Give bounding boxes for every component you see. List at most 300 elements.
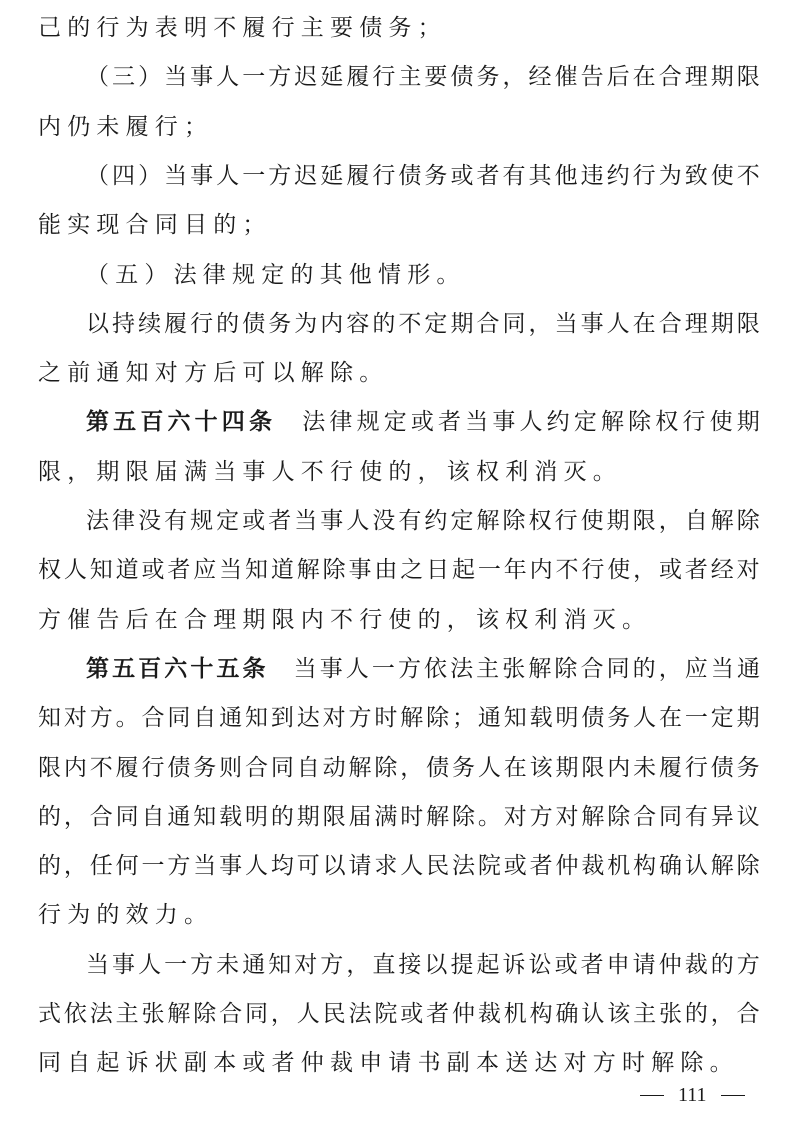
glyph: 后 (606, 64, 630, 91)
glyph: 理 (684, 64, 708, 91)
glyph: 或 (400, 1001, 424, 1027)
glyph: 使 (710, 162, 734, 189)
text-line (86, 398, 760, 446)
glyph: 一 (371, 655, 395, 682)
glyph: 裁 (684, 951, 708, 978)
text-line (38, 694, 760, 742)
glyph: 一 (242, 64, 266, 91)
text-line (86, 645, 760, 693)
glyph: 以 (86, 310, 109, 337)
glyph: 五 (216, 654, 240, 682)
glyph: 以 (424, 951, 448, 978)
glyph: 合 (141, 705, 165, 732)
text-line (86, 497, 760, 545)
glyph: 依 (424, 655, 448, 682)
footer-dash-right (721, 1095, 745, 1096)
glyph: 合 (245, 754, 268, 781)
glyph: 通 (477, 705, 501, 732)
glyph: 合 (580, 655, 604, 682)
glyph: 除 (607, 803, 631, 830)
glyph: 限 (736, 64, 760, 91)
glyph: ） (138, 162, 162, 189)
glyph: 异 (710, 803, 734, 830)
glyph: 人 (400, 853, 424, 880)
glyph: 同 (167, 705, 191, 732)
glyph: 方 (190, 951, 214, 978)
glyph: 定 (424, 310, 448, 337)
glyph: 同 (659, 803, 682, 830)
glyph: 合 (219, 1001, 243, 1027)
glyph: 人 (216, 64, 240, 91)
glyph: 通 (242, 951, 266, 978)
glyph: 有 (502, 162, 526, 189)
glyph: 之 (400, 557, 424, 584)
text-line (38, 448, 760, 496)
glyph: 迟 (294, 64, 318, 91)
glyph: 约 (424, 508, 448, 534)
glyph: 期 (450, 310, 474, 337)
glyph: 一 (477, 557, 501, 584)
glyph: ， (63, 853, 87, 880)
text-line (38, 744, 760, 792)
glyph: 律 (329, 409, 353, 436)
glyph: 对 (503, 803, 527, 830)
glyph: 人 (346, 508, 370, 534)
glyph: 方 (320, 951, 344, 978)
glyph: 或 (554, 951, 578, 978)
glyph: （ (86, 162, 109, 189)
glyph: 议 (736, 803, 760, 830)
glyph: 期 (710, 310, 734, 337)
glyph: 权 (38, 557, 61, 584)
page-number: 111 (678, 1084, 707, 1106)
line-text: 之前通知对方后可以解除。 (38, 360, 389, 387)
glyph: 务 (424, 162, 448, 189)
glyph: 动 (322, 754, 346, 781)
glyph: 方 (397, 655, 421, 682)
glyph: 道 (270, 557, 294, 584)
glyph: 院 (477, 853, 501, 880)
glyph: 务 (607, 705, 631, 732)
glyph: 权 (655, 409, 679, 436)
glyph: 方 (268, 162, 292, 189)
glyph: 除 (426, 705, 450, 732)
glyph: 者 (684, 557, 708, 584)
glyph: 定 (383, 409, 407, 436)
glyph: 当 (164, 162, 188, 189)
glyph: 规 (190, 508, 214, 534)
glyph: 使 (580, 508, 604, 534)
glyph: 起 (452, 557, 475, 584)
glyph: 构 (529, 1001, 553, 1027)
glyph: 内 (63, 754, 87, 781)
text-line (38, 546, 760, 594)
glyph: 为 (658, 162, 682, 189)
glyph: 的 (216, 310, 240, 337)
glyph: 同 (606, 655, 630, 682)
glyph: 者 (529, 853, 553, 880)
glyph: 自 (193, 705, 217, 732)
glyph: 者 (580, 951, 604, 978)
text-line (38, 891, 760, 939)
glyph: 告 (580, 64, 604, 91)
glyph: 六 (167, 408, 191, 436)
glyph: 行 (372, 162, 396, 189)
glyph: 第 (86, 408, 109, 436)
glyph: 定 (573, 409, 597, 436)
glyph: 要 (424, 64, 448, 91)
glyph: 限 (581, 754, 605, 781)
line-text: 己的行为表明不履行主要债务； (38, 15, 447, 41)
glyph: 履 (659, 754, 682, 781)
glyph: 期 (710, 64, 734, 91)
glyph: 张 (659, 1001, 682, 1027)
glyph: 认 (684, 853, 708, 880)
glyph: 求 (374, 853, 398, 880)
glyph: 或 (450, 162, 474, 189)
glyph: 的 (710, 951, 734, 978)
glyph: 期 (736, 705, 760, 732)
glyph: 方 (348, 705, 372, 732)
glyph: 除 (193, 1001, 217, 1027)
heading-gap (269, 645, 291, 693)
glyph: 解 (528, 655, 552, 682)
glyph: 讼 (528, 951, 552, 978)
glyph: 人 (477, 754, 501, 781)
glyph: 未 (633, 754, 657, 781)
glyph: 六 (164, 654, 188, 682)
glyph: 有 (164, 508, 188, 534)
glyph: 或 (242, 508, 266, 534)
glyph: 债 (398, 162, 422, 189)
glyph: 定 (710, 705, 734, 732)
glyph: 限 (632, 508, 656, 534)
glyph: 履 (346, 64, 370, 91)
glyph: 内 (320, 310, 344, 337)
glyph: 载 (219, 803, 243, 830)
glyph: 通 (219, 705, 243, 732)
glyph: 该 (529, 754, 553, 781)
glyph: ， (270, 1001, 294, 1027)
glyph: 知 (193, 803, 217, 830)
glyph: 仲 (658, 951, 682, 978)
glyph: 院 (374, 1001, 398, 1027)
glyph: 日 (426, 557, 450, 584)
glyph: 接 (398, 951, 422, 978)
glyph: 满 (374, 803, 398, 830)
glyph: 则 (219, 754, 243, 781)
glyph: 确 (659, 853, 682, 880)
text-line (38, 103, 760, 151)
glyph: 以 (322, 853, 346, 880)
glyph: 应 (684, 655, 708, 682)
glyph: 达 (296, 705, 320, 732)
glyph: 者 (167, 557, 191, 584)
glyph: 当 (294, 508, 318, 534)
glyph: 请 (348, 853, 372, 880)
glyph: 届 (348, 803, 372, 830)
glyph: 除 (554, 655, 578, 682)
glyph: 约 (546, 409, 570, 436)
glyph: 的 (372, 310, 396, 337)
glyph: 时 (374, 705, 398, 732)
glyph: 务 (193, 754, 217, 781)
glyph: 权 (528, 508, 552, 534)
glyph: 事 (112, 951, 136, 978)
glyph: 十 (190, 654, 214, 682)
glyph: 人 (345, 655, 369, 682)
glyph: ， (400, 754, 424, 781)
glyph: 使 (607, 557, 631, 584)
glyph: 解 (348, 754, 372, 781)
text-line (86, 152, 760, 200)
glyph: 内 (607, 754, 631, 781)
glyph: 一 (684, 705, 708, 732)
glyph: 事 (320, 508, 344, 534)
glyph: 定 (450, 508, 474, 534)
glyph: 裁 (477, 1001, 501, 1027)
glyph: 法 (348, 1001, 372, 1027)
glyph: 务 (452, 754, 475, 781)
glyph: 法 (450, 655, 474, 682)
glyph: 同 (115, 803, 139, 830)
glyph: ， (633, 557, 657, 584)
glyph: 合 (658, 64, 682, 91)
text-line (86, 941, 760, 989)
glyph: 直 (372, 951, 396, 978)
glyph: 务 (476, 64, 500, 91)
glyph: 合 (633, 803, 657, 830)
glyph: 除 (736, 853, 760, 880)
glyph: 律 (112, 508, 136, 534)
glyph: 知 (89, 557, 113, 584)
glyph: ， (63, 803, 87, 830)
glyph: 解 (600, 409, 624, 436)
glyph: 期 (296, 803, 320, 830)
text-line (38, 201, 760, 249)
footer-dash-left (640, 1095, 664, 1096)
glyph: 经 (528, 64, 552, 91)
glyph: 规 (356, 409, 380, 436)
glyph: 对 (736, 557, 760, 584)
glyph: 的 (38, 803, 61, 830)
glyph: 事 (219, 853, 243, 880)
glyph: 到 (270, 705, 294, 732)
glyph: （ (86, 64, 109, 91)
glyph: 合 (736, 1001, 760, 1027)
glyph: 不 (736, 162, 760, 189)
glyph: 在 (632, 310, 656, 337)
glyph: 债 (581, 705, 605, 732)
glyph: 没 (138, 508, 162, 534)
glyph: 时 (400, 803, 424, 830)
glyph: ， (346, 951, 370, 978)
glyph: 年 (503, 557, 527, 584)
glyph: 有 (684, 803, 708, 830)
glyph: 由 (374, 557, 398, 584)
glyph: 对 (555, 803, 579, 830)
glyph: 行 (554, 508, 578, 534)
glyph: 同 (270, 754, 294, 781)
text-line (38, 349, 760, 397)
glyph: 四 (112, 162, 136, 189)
glyph: 式 (38, 1001, 61, 1027)
glyph: 在 (503, 754, 527, 781)
glyph: 为 (294, 310, 318, 337)
glyph: 张 (141, 1001, 165, 1027)
glyph: 明 (245, 803, 268, 830)
glyph: 行 (632, 162, 656, 189)
glyph: 持 (112, 310, 136, 337)
glyph: 通 (167, 803, 191, 830)
glyph: 通 (736, 655, 760, 682)
glyph: 事 (580, 310, 604, 337)
text-line (86, 53, 760, 101)
glyph: 主 (398, 64, 422, 91)
glyph: 的 (38, 853, 61, 880)
glyph: 其 (528, 162, 552, 189)
glyph: 解 (400, 705, 424, 732)
glyph: 事 (319, 655, 343, 682)
glyph: 履 (346, 162, 370, 189)
glyph: 的 (270, 803, 294, 830)
glyph: 解 (710, 508, 734, 534)
glyph: 主 (115, 1001, 139, 1027)
glyph: 该 (607, 1001, 631, 1027)
glyph: 合 (89, 803, 113, 830)
glyph: ， (710, 1001, 734, 1027)
glyph: 当 (465, 409, 489, 436)
glyph: 何 (115, 853, 139, 880)
glyph: 载 (529, 705, 553, 732)
glyph: 自 (296, 754, 320, 781)
text-line (86, 251, 760, 299)
glyph: 同 (502, 310, 526, 337)
heading-gap (276, 398, 298, 446)
glyph: 行 (372, 64, 396, 91)
line-text: （五）法律规定的其他情形。 (86, 261, 466, 288)
glyph: 者 (426, 1001, 450, 1027)
glyph: 依 (63, 1001, 87, 1027)
glyph: 十 (194, 408, 218, 436)
glyph: 方 (736, 951, 760, 978)
line-text: 限，期限届满当事人不行使的，该权利消灭。 (38, 458, 622, 485)
glyph: 当 (219, 557, 243, 584)
glyph: 当 (293, 655, 317, 682)
glyph: 定 (216, 508, 240, 534)
glyph: 解 (296, 557, 320, 584)
glyph: 者 (268, 508, 292, 534)
glyph: 可 (296, 853, 320, 880)
glyph: 理 (684, 310, 708, 337)
glyph: 除 (736, 508, 760, 534)
glyph: 未 (216, 951, 240, 978)
glyph: 延 (320, 64, 344, 91)
glyph: 法 (86, 508, 109, 534)
glyph: 务 (268, 310, 292, 337)
glyph: 法 (452, 853, 475, 880)
text-line (38, 793, 760, 841)
glyph: 人 (245, 853, 268, 880)
glyph: 债 (450, 64, 474, 91)
glyph: 解 (426, 803, 450, 830)
glyph: 。 (477, 803, 501, 830)
glyph: 起 (476, 951, 500, 978)
glyph: 期 (555, 754, 579, 781)
glyph: 没 (372, 508, 396, 534)
glyph: 四 (221, 408, 245, 436)
glyph: 人 (519, 409, 543, 436)
glyph: 百 (140, 408, 164, 436)
glyph: 任 (89, 853, 113, 880)
glyph: 合 (658, 310, 682, 337)
glyph: 请 (632, 951, 656, 978)
text-line (38, 596, 760, 644)
glyph: 在 (632, 64, 656, 91)
glyph: 知 (245, 557, 268, 584)
glyph: 行 (141, 754, 165, 781)
glyph: ， (658, 655, 682, 682)
glyph: 均 (270, 853, 294, 880)
glyph: 债 (426, 754, 450, 781)
glyph: 当 (710, 655, 734, 682)
glyph: 债 (167, 754, 191, 781)
glyph: 申 (606, 951, 630, 978)
glyph: 机 (607, 853, 631, 880)
glyph: 方 (529, 803, 553, 830)
glyph: 行 (682, 409, 706, 436)
glyph: 主 (476, 655, 500, 682)
glyph: ， (528, 310, 552, 337)
glyph: 对 (294, 951, 318, 978)
glyph: 行 (684, 754, 708, 781)
glyph: 一 (242, 162, 266, 189)
glyph: 当 (193, 853, 217, 880)
glyph: 三 (112, 64, 136, 91)
glyph: 主 (633, 1001, 657, 1027)
glyph: 容 (346, 310, 370, 337)
glyph: 人 (138, 951, 162, 978)
glyph: 债 (242, 310, 266, 337)
glyph: 条 (242, 654, 266, 682)
text-line (86, 300, 760, 348)
glyph: 不 (555, 557, 579, 584)
page-footer (640, 1080, 770, 1110)
glyph: 自 (141, 803, 165, 830)
glyph: 百 (138, 654, 162, 682)
glyph: 构 (633, 853, 657, 880)
glyph: 的 (684, 1001, 708, 1027)
glyph: 民 (322, 1001, 346, 1027)
glyph: 履 (115, 754, 139, 781)
glyph: 或 (141, 557, 165, 584)
glyph: 在 (659, 705, 682, 732)
glyph: 道 (115, 557, 139, 584)
glyph: 仲 (555, 853, 579, 880)
glyph: 务 (736, 754, 760, 781)
glyph: 行 (581, 557, 605, 584)
glyph: 知 (245, 705, 268, 732)
glyph: 限 (322, 803, 346, 830)
glyph: 提 (450, 951, 474, 978)
glyph: 法 (302, 409, 326, 436)
glyph: 条 (248, 408, 272, 436)
glyph: 续 (138, 310, 162, 337)
glyph: 债 (710, 754, 734, 781)
glyph: 致 (684, 162, 708, 189)
glyph: 方 (167, 853, 191, 880)
glyph: 人 (633, 705, 657, 732)
